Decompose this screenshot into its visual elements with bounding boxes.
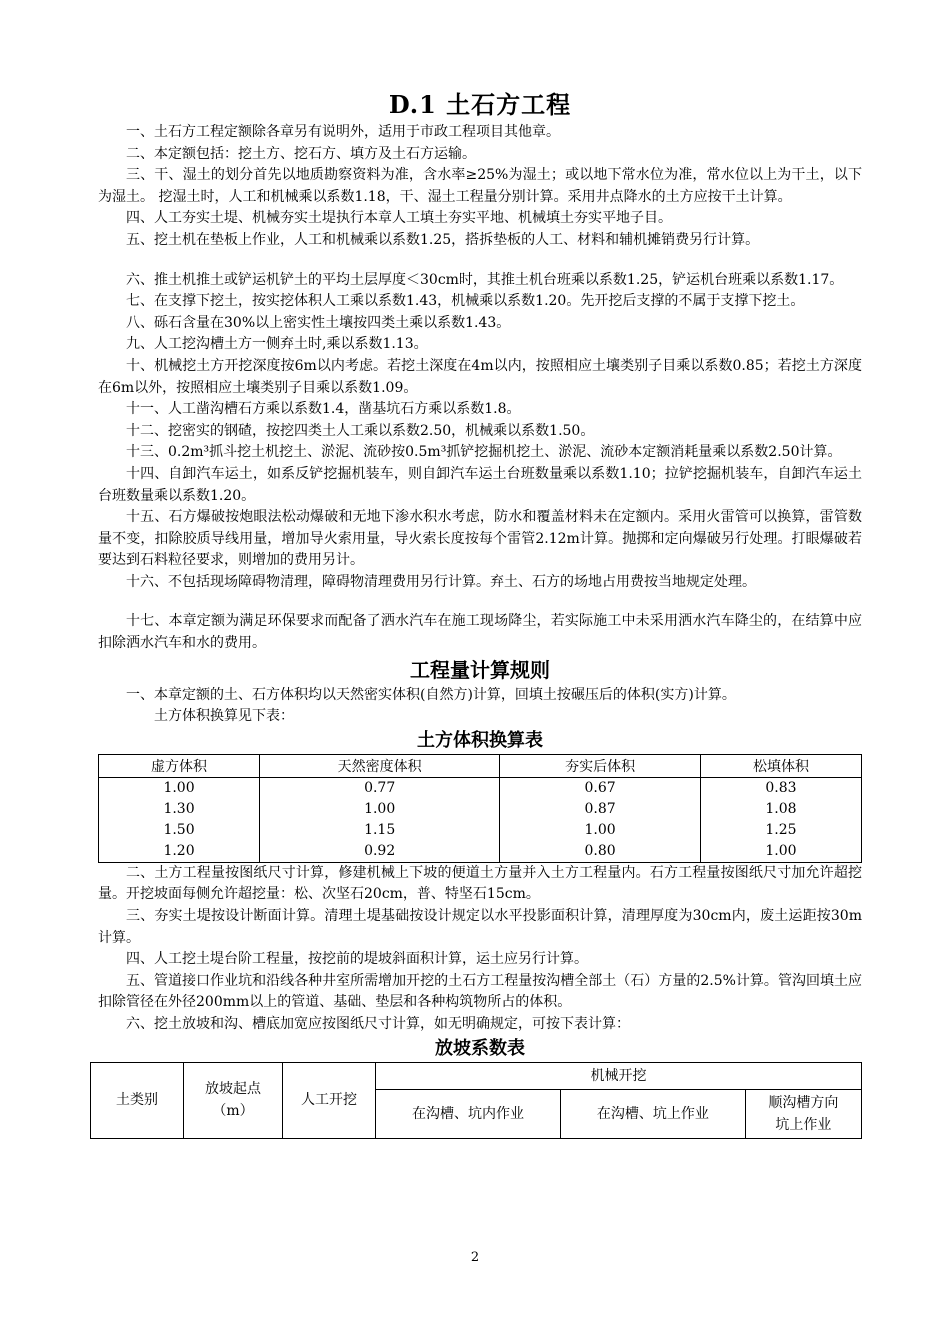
paragraph-13: 十三、0.2m³抓斗挖土机挖土、淤泥、流砂按0.5m³抓铲挖掘机挖土、淤泥、流砂本定额消耗量乘以系数2.50计算。: [126, 444, 842, 461]
paragraph-16: 十六、不包括现场障碍物清理，障碍物清理费用另行计算。弃土、石方的场地占用费按当地规定处理。: [126, 573, 756, 590]
table-cell: 1.25: [700, 820, 861, 841]
conv-header: 虚方体积: [99, 754, 260, 777]
rule-2: 二、土方工程量按图纸尺寸计算，修建机械上下坡的便道土方量并入土方工程量内。石方工程量按图纸尺寸加允许超挖量。开挖坡面每侧允许超挖量：松、次坚石20cm，普、特坚石15cm。: [98, 864, 862, 903]
rule-6: 六、挖土放坡和沟、槽底加宽应按图纸尺寸计算，如无明确规定，可按下表计算：: [126, 1016, 630, 1032]
table-cell: 0.77: [260, 777, 500, 799]
paragraph-15: 十五、石方爆破按炮眼法松动爆破和无地下渗水积水考虑，防水和覆盖材料未在定额内。采用火雷管可以换算，雷管数量不变，扣除胶质导线用量，增加导火索用量，导火索长度按每个雷管2.12m计算。抛掷和定向爆破另行处理。打眼爆破若要达到石料粒径要求，则增加的费用另计。: [98, 509, 862, 569]
paragraph-7: 七、在支撑下挖土，按实挖体积人工乘以系数1.43，机械乘以系数1.20。先开挖后支撑的不属于支撑下挖土。: [126, 293, 805, 310]
table-row: [99, 820, 862, 841]
rules-intro-2: 土方体积换算见下表：: [154, 708, 294, 725]
slope-header-start-label: 放坡起点: [205, 1081, 261, 1098]
table-cell: 1.50: [99, 820, 260, 841]
slope-subheader-along-line1: 顺沟槽方向: [768, 1094, 839, 1111]
conv-header: 松填体积: [700, 754, 861, 777]
chapter-title: D.1 土石方工程: [388, 90, 572, 119]
slope-header-machine: 机械开挖: [376, 1062, 862, 1089]
table-row: [99, 777, 862, 799]
slope-header-start-unit: （m）: [212, 1103, 254, 1120]
paragraph-10: 十、机械挖土方开挖深度按6m以内考虑。若挖土深度在4m以内，按照相应土壤类别子目乘以系数0.85；若挖土方深度在6m以外，按照相应土壤类别子目乘以系数1.09。: [98, 357, 862, 396]
slope-header-manual: 人工开挖: [283, 1062, 376, 1138]
rules-intro-1: 一、本章定额的土、石方体积均以天然密实体积(自然方)计算，回填土按碾压后的体积(实方)计算。: [126, 686, 736, 703]
rule-5: 五、管道接口作业坑和沿线各种井室所需增加开挖的土石方工程量按沟槽全部土（石）方量的2.5%计算。管沟回填土应扣除管径在外径200mm以上的管道、基础、垫层和各种构筑物所占的体积。: [98, 972, 862, 1011]
table-cell: 1.00: [500, 820, 701, 841]
table-row: [99, 799, 862, 820]
table-cell: 1.00: [700, 841, 861, 863]
slope-subheader-in-pit: 在沟槽、坑内作业: [376, 1089, 561, 1138]
slope-table-title: 放坡系数表: [435, 1037, 525, 1059]
document-page: [98, 88, 862, 1139]
paragraph-11: 十一、人工凿沟槽石方乘以系数1.4，凿基坑石方乘以系数1.8。: [126, 401, 521, 418]
conv-header: 天然密度体积: [260, 754, 500, 777]
table-cell: 1.08: [700, 799, 861, 820]
slope-table: [90, 1062, 862, 1139]
paragraph-5: 五、挖土机在垫板上作业，人工和机械乘以系数1.25，搭拆垫板的人工、材料和辅机摊销费另行计算。: [126, 231, 760, 248]
table-cell: 0.67: [500, 777, 701, 799]
rule-4: 四、人工挖土堤台阶工程量，按挖前的堤坡斜面积计算，运土应另行计算。: [126, 951, 588, 968]
table-cell: 0.80: [500, 841, 701, 863]
slope-subheader-along: [745, 1089, 861, 1138]
paragraph-6: 六、推土机推土或铲运机铲土的平均土层厚度＜30cm时，其推土机台班乘以系数1.25，铲运机台班乘以系数1.17。: [126, 271, 844, 288]
table-cell: 1.00: [260, 799, 500, 820]
paragraph-3: 三、干、湿土的划分首先以地质勘察资料为准，含水率≥25%为湿土；或以地下常水位为准，常水位以上为干土，以下为湿土。 挖湿土时，人工和机械乘以系数1.18，干、湿土工程量分别计算。采用井点降水的土方应按干土计算。: [98, 167, 862, 205]
paragraph-14: 十四、自卸汽车运土，如系反铲挖掘机装车，则自卸汽车运土台班数量乘以系数1.10；拉铲挖掘机装车，自卸汽车运土台班数量乘以系数1.20。: [98, 465, 862, 504]
table-cell: 1.20: [99, 841, 260, 863]
table-cell: 0.83: [700, 777, 861, 799]
paragraph-12: 十二、挖密实的钢碴，按挖四类土人工乘以系数2.50，机械乘以系数1.50。: [126, 422, 595, 439]
table-cell: 1.00: [99, 777, 260, 799]
page-number: 2: [470, 1250, 480, 1265]
slope-header-soil: 土类别: [91, 1062, 184, 1138]
table-row: [99, 841, 862, 863]
paragraph-4: 四、人工夯实土堤、机械夯实土堤执行本章人工填土夯实平地、机械填土夯实平地子目。: [126, 210, 672, 227]
table-cell: 0.92: [260, 841, 500, 863]
paragraph-1: 一、土石方工程定额除各章另有说明外，适用于市政工程项目其他章。: [126, 124, 560, 140]
conversion-table-title: 土方体积换算表: [417, 729, 543, 751]
paragraph-8: 八、砾石含量在30%以上密实性土壤按四类土乘以系数1.43。: [126, 314, 511, 331]
table-cell: 1.15: [260, 820, 500, 841]
conv-header: 夯实后体积: [500, 754, 701, 777]
conversion-table: [98, 754, 862, 863]
slope-subheader-on-pit: 在沟槽、坑上作业: [560, 1089, 745, 1138]
slope-header-start: [184, 1062, 283, 1138]
rule-3: 三、夯实土堤按设计断面计算。清理土堤基础按设计规定以水平投影面积计算，清理厚度为30cm内，废土运距按30m计算。: [98, 908, 862, 946]
paragraph-17: 十七、本章定额为满足环保要求而配备了洒水汽车在施工现场降尘，若实际施工中未采用洒水汽车降尘的，在结算中应扣除洒水汽车和水的费用。: [98, 613, 862, 652]
rules-title: 工程量计算规则: [410, 657, 550, 682]
paragraph-9: 九、人工挖沟槽土方一侧弃土时,乘以系数1.13。: [126, 336, 428, 353]
slope-subheader-along-line2: 坑上作业: [775, 1116, 832, 1133]
table-cell: 0.87: [500, 799, 701, 820]
paragraph-2: 二、本定额包括：挖土方、挖石方、填方及土石方运输。: [126, 145, 476, 162]
table-cell: 1.30: [99, 799, 260, 820]
